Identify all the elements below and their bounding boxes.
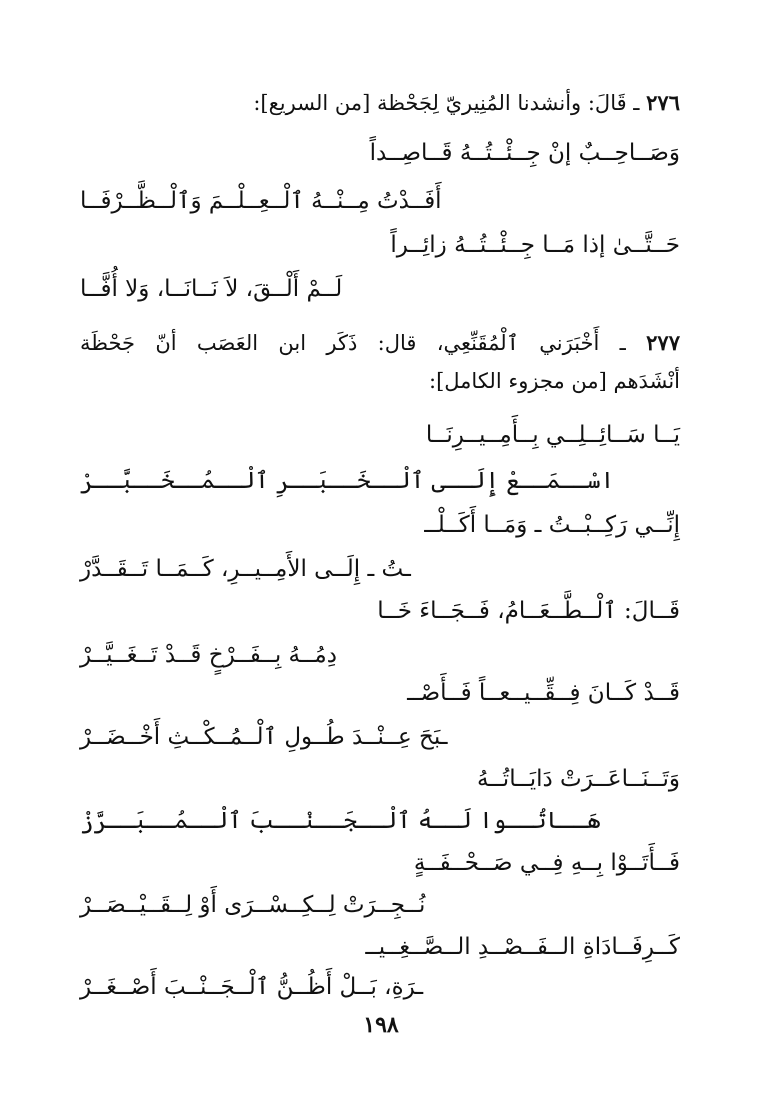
entry-number: ٢٧٦ — [646, 90, 680, 115]
entry-276-heading — [80, 86, 680, 120]
verse-line: وَصَــاحِــبٌ إنْ جِــئْــتُــهُ قَــاصِــداً — [369, 140, 680, 166]
entry-prose-text: ـ أَخْبَرَني ٱلْمُقَنِّعِي، قال: ذَكَر ابن العَصَب أنّ جَحْظَة — [80, 331, 626, 355]
verse-line: يَــا سَــائِــلِــي بِــأَمِــيــرِنَــا — [425, 422, 680, 448]
verse-line: فَــأَتَــوْا بِــهِ فِــي صَــحْــفَــةٍ — [413, 850, 680, 876]
verse-line: ـرَةِ، بَــلْ أَظُــنُّ ٱلْــجَــنْــبَ أَصْــغَــرْ — [80, 974, 424, 1000]
verse-line: قَــالَ: ٱلْــطَّــعَــامُ، فَــجَــاءَ خَــا — [377, 598, 680, 624]
verse-line: لَــمْ أَلْــقَ، لاَ نَــانَــا، وَلا أُفَّــا — [80, 276, 343, 302]
verse-line: قَــدْ كَــانَ فِــقِّــيــعــاً فَــأَصْــ — [407, 680, 680, 706]
entry-277-prose-line1 — [80, 326, 680, 360]
verse-line: إِنِّــي رَكِــبْــتُ ـ وَمَــا أَكَــلْــ — [424, 512, 680, 538]
verse-line: هَــاتُــوا لَــهُ ٱلْــجَــنْــبَ ٱلْــمُــبَــرَّزْ — [80, 808, 601, 834]
page-number: ١٩٨ — [363, 1012, 399, 1038]
verse-line: ـبَحَ عِــنْــدَ طُــولِ ٱلْــمُــكْــثِ أَخْــضَــرْ — [80, 724, 448, 750]
verse-line: نُــجِــرَتْ لِــكِــسْــرَى أَوْ لِــقَــيْــصَــرْ — [80, 892, 426, 918]
verse-line: حَــتَّــىٰ إذا مَــا جِــئْــتُــهُ زائِــراً — [390, 232, 680, 258]
verse-line: أَفَــدْتُ مِــنْــهُ ٱلْــعِــلْــمَ وَٱلْــظَّــرْفَــا — [80, 188, 442, 214]
verse-line: ـتُ ـ إِلَــى الأَمِــيــرِ، كَــمَــا تَــقَــدَّرْ — [80, 556, 411, 582]
entry-heading-text: ـ قَالَ: وأنشدنا المُنِيريّ لِجَحْظة [من السريع]: — [253, 91, 640, 115]
entry-number: ٢٧٧ — [646, 330, 680, 355]
entry-277-prose-line2: أنْشَدَهم [من مجزوء الكامل]: — [429, 369, 680, 393]
verse-line: دِمُــهُ بِــفَــرْخٍ قَــدْ تَــغَــيَّــرْ — [80, 642, 337, 668]
verse-line: وَتَــنَــاعَــرَتْ دَايَــاتُــهُ — [477, 766, 680, 792]
verse-line: كَــرِفَــادَاةِ الــفَــصْــدِ الــصَّــغِــيــ — [365, 934, 680, 960]
verse-line: اسْــمَــعْ إِلَــى ٱلْــخَــبَــرِ ٱلْــمُــخَــبَّــرْ — [80, 468, 615, 494]
